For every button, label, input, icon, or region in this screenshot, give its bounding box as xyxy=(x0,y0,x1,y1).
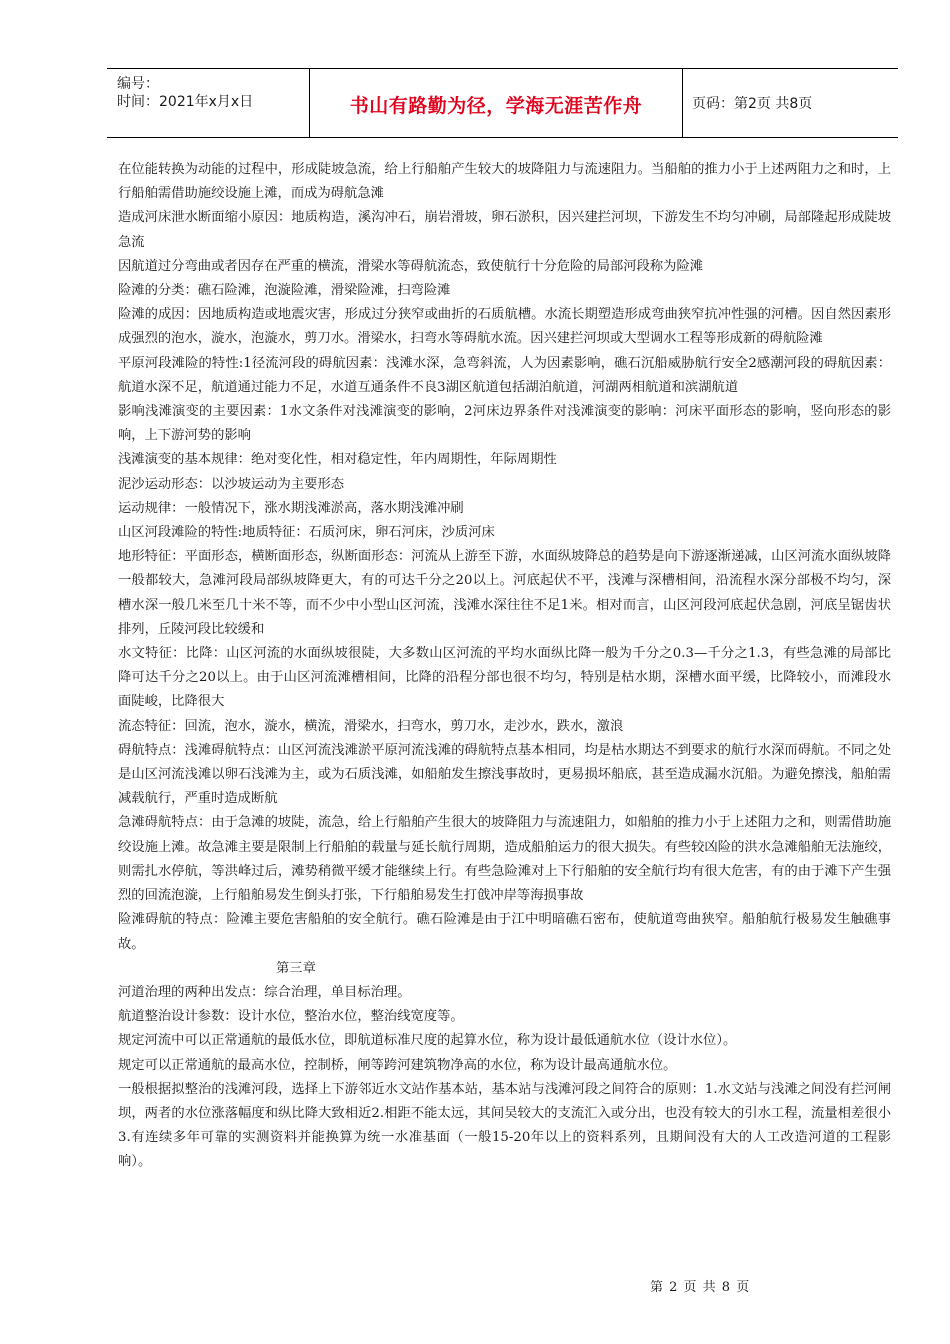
document-date-label: 时间：2021年x月x日 xyxy=(117,94,254,110)
paragraph: 流态特征：回流，泡水，漩水，横流，滑梁水，扫弯水，剪刀水，走沙水，跌水，激浪 xyxy=(118,718,624,734)
page-header xyxy=(107,68,898,138)
chapter-heading: 第三章 xyxy=(276,960,316,976)
paragraph: 泥沙运动形态：以沙坡运动为主要形态 xyxy=(118,476,345,492)
paragraph: 水文特征：比降：山区河流的水面纵坡很陡，大多数山区河流的平均水面纵比降一般为千分之0.3—千分之1.3，有些急滩的局部比降可达千分之20以上。由于山区河流滩槽相间，比降的沿程分部也很不均匀，特别是枯水期，深槽水面平缓，比降较小，而滩段水面陡峻，比降很大 xyxy=(118,646,891,710)
paragraph: 险滩的成因：因地质构造或地震灾害，形成过分狭窄或曲折的石质航槽。水流长期塑造形成弯曲狭窄抗冲性强的河槽。因自然因素形成强烈的泡水，漩水，泡漩水，剪刀水。滑梁水，扫弯水等碍航水流。因兴建拦河坝或大型调水工程等形成新的碍航险滩 xyxy=(118,307,891,347)
paragraph: 因航道过分弯曲或者因存在严重的横流，滑梁水等碍航流态，致使航行十分危险的局部河段称为险滩 xyxy=(118,258,704,274)
paragraph: 地形特征：平面形态，横断面形态，纵断面形态：河流从上游至下游，水面纵坡降总的趋势是向下游逐渐递减，山区河流水面纵坡降一般都较大，急滩河段局部纵坡降更大，有的可达千分之20以上。河底起伏不平，浅滩与深槽相间，沿流程水深分部极不均匀，深槽水深一般几米至几十米不等，而不少中小型山区河流，浅滩水深往往不足1米。相对而言，山区河段河底起伏急剧，河底呈锯齿状排列，丘陵河段比较缓和 xyxy=(118,549,891,637)
paragraph: 影响浅滩演变的主要因素：1水文条件对浅滩演变的影响，2河床边界条件对浅滩演变的影响：河床平面形态的影响，竖向形态的影响，上下游河势的影响 xyxy=(118,404,891,444)
paragraph: 在位能转换为动能的过程中，形成陡坡急流，给上行船舶产生较大的坡降阻力与流速阻力。当船舶的推力小于上述两阻力之和时，上行船舶需借助施绞设施上滩，而成为碍航急滩 xyxy=(118,162,891,202)
paragraph: 碍航特点：浅滩碍航特点：山区河流浅滩淤平原河流浅滩的碍航特点基本相同，均是枯水期达不到要求的航行水深而碍航。不同之处是山区河流浅滩以卵石浅滩为主，或为石质浅滩，如船舶发生擦浅事故时，更易损坏船底，甚至造成漏水沉船。为避免擦浅，船舶需减载航行，严重时造成断航 xyxy=(118,742,891,807)
header-motto: 书山有路勤为径，学海无涯苦作舟 xyxy=(349,95,643,117)
header-motto-cell xyxy=(309,69,683,137)
paragraph: 运动规律：一般情况下，涨水期浅滩淤高，落水期浅滩冲刷 xyxy=(118,500,464,516)
paragraph: 平原河段滩险的特性:1径流河段的碍航因素：浅滩水深，急弯斜流，人为因素影响，礁石沉船威胁航行安全2感潮河段的碍航因素：航道水深不足，航道通过能力不足，水道互通条件不良3湖区航道包括湖泊航道，河湖两相航道和滨湖航道 xyxy=(118,355,891,395)
document-body xyxy=(118,158,891,1175)
document-number-label: 编号： xyxy=(117,76,159,92)
header-page-number: 页码：第2页 共8页 xyxy=(692,96,813,112)
paragraph: 浅滩演变的基本规律：绝对变化性，相对稳定性，年内周期性，年际周期性 xyxy=(118,452,557,468)
paragraph: 规定可以正常通航的最高水位，控制桥，闸等跨河建筑物净高的水位，称为设计最高通航水位。 xyxy=(118,1057,677,1073)
paragraph: 河道治理的两种出发点：综合治理，单目标治理。 xyxy=(118,984,411,1000)
paragraph: 造成河床泄水断面缩小原因：地质构造，溪沟冲石，崩岩滑坡，卵石淤积，因兴建拦河坝，下游发生不均匀冲刷，局部隆起形成陡坡急流 xyxy=(118,210,891,250)
paragraph: 急滩碍航特点：由于急滩的坡陡，流急，给上行船舶产生很大的坡降阻力与流速阻力，如船舶的推力小于上述阻力之和，则需借助施绞设施上滩。故急滩主要是限制上行船舶的载量与延长航行周期，造成船舶运力的很大损失。有些较凶险的洪水急滩船舶无法施绞，则需扎水停航，等洪峰过后，滩势稍微平缓才能继续上行。有些急险滩对上下行船舶的安全航行均有很大危害，有的由于滩下产生强烈的回流泡漩，上行船舶易发生倒头打张，下行船舶易发生打戗冲岸等海损事故 xyxy=(118,815,891,904)
header-info-cell xyxy=(107,69,309,137)
paragraph: 一般根据拟整治的浅滩河段，选择上下游邻近水文站作基本站，基本站与浅滩河段之间符合的原则：1.水文站与浅滩之间没有拦河闸坝，两者的水位涨落幅度和纵比降大致相近2.相距不能太远，其间吴较大的支流汇入或分出，也没有较大的引水工程，流量相差很小3.有连续多年可靠的实测资料并能换算为统一水准基面（一般15-20年以上的资料系列，且期间没有大的人工改造河道的工程影响）。 xyxy=(118,1081,891,1170)
page-footer: 第 2 页 共 8 页 xyxy=(650,1280,751,1295)
paragraph: 山区河段滩险的特性:地质特征：石质河床，卵石河床，沙质河床 xyxy=(118,525,495,541)
paragraph: 险滩碍航的特点：险滩主要危害船舶的安全航行。礁石险滩是由于江中明暗礁石密布，使航道弯曲狭窄。船舶航行极易发生触礁事故。 xyxy=(118,912,891,952)
paragraph: 规定河流中可以正常通航的最低水位，即航道标准尺度的起算水位，称为设计最低通航水位（设计水位）。 xyxy=(118,1033,737,1049)
paragraph: 险滩的分类：礁石险滩，泡漩险滩，滑梁险滩，扫弯险滩 xyxy=(118,283,451,299)
paragraph: 航道整治设计参数：设计水位，整治水位，整治线宽度等。 xyxy=(118,1009,464,1025)
header-page-cell xyxy=(682,69,898,137)
